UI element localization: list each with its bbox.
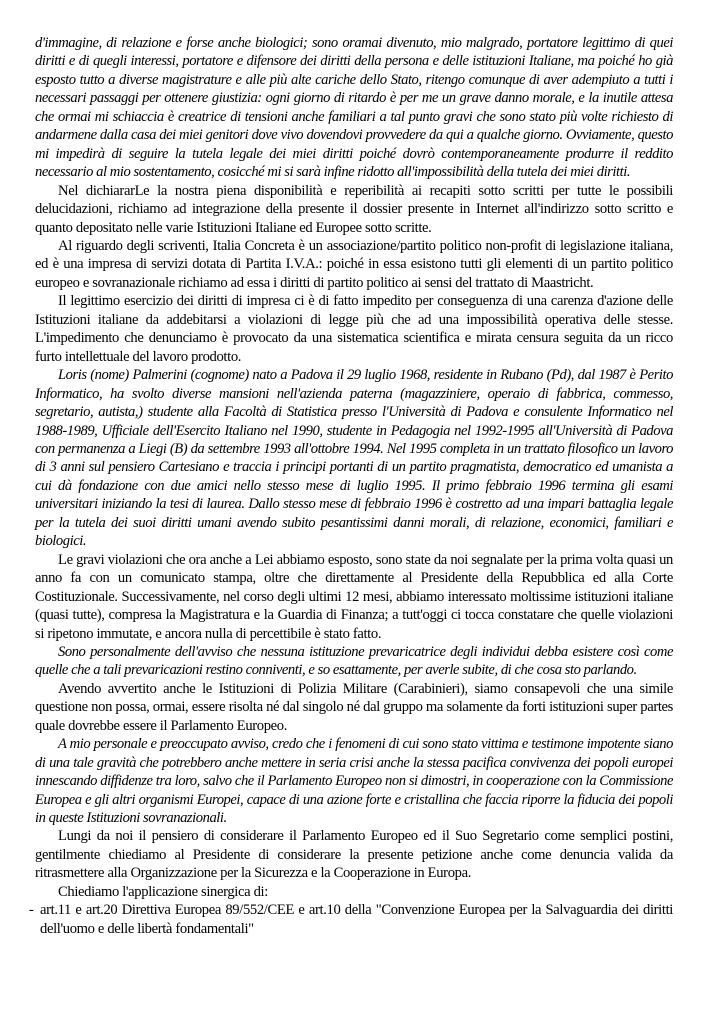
paragraph-personal-opinion: Sono personalmente dell'avviso che nessuna istituzione prevaricatrice degli individui debba esistere così come quelle che a tali prevaricazioni restino conniventi, e so esattamente, per averle subite, di che cosa sto parlando. <box>35 643 673 679</box>
list-bullet: - <box>29 902 34 919</box>
paragraph-violations: Le gravi violazioni che ora anche a Lei abbiamo esposto, sono state da noi segnalate per la prima volta quasi un anno fa con un comunicato stampa, oltre che direttamente al Presidente della Repubblica ed alla Corte Costituzionale. Successivamente, nel corso degli ultimi 12 mesi, abbiamo interessato moltissime istituzioni italiane (quasi tutte), compresa la Magistratura e la Guardia di Finanza; a tutt'oggi ci tocca constatare che quelle violazioni si ripetono immutate, e ancora nulla di percettibile è stato fatto. <box>35 551 673 642</box>
paragraph-biography: Loris (nome) Palmerini (cognome) nato a Padova il 29 luglio 1968, residente in Rubano (Pd), dal 1987 è Perito Informatico, ha svolto diverse mansioni nell'azienda paterna (magazziniere, operaio di fabbrica, commesso, segretario, autista,) studente alla Facoltà di Statistica presso l'Università di Padova e consulente Informatico nel 1988-1989, Ufficiale dell'Esercito Italiano nel 1990, studente in Pedagogia nel 1992-1995 all'Università di Padova con permanenza a Liegi (B) da settembre 1993 all'ottobre 1994. Nel 1995 completa in un trattato filosofico un lavoro di 3 anni sul pensiero Cartesiano e traccia i principi portanti di un partito pragmatista, democratico ed umanista a cui dà fondazione con due amici nello stesso mese di luglio 1995. Il primo febbraio 1996 termina gli esami universitari iniziando la tesi di laurea. Dallo stesso mese di febbraio 1996 è costretto ad una impari battaglia legale per la tutela dei suoi diritti umani avendo subito pesantissimi danni morali, di relazione, economici, familiari e biologici. <box>35 367 673 550</box>
paragraph-business-rights: Il legittimo esercizio dei diritti di impresa ci è di fatto impedito per conseguenza di una carenza d'azione delle Istituzioni italiane da addebitarsi a violazioni di legge più che ad una impossibilità operativa delle stesse. L'impedimento che denunciamo è provocato da una sistematica scientifica e mirata censura seguita da un ricco furto intellettuale del lavoro prodotto. <box>35 293 673 365</box>
paragraph-application-request: Chiediamo l'applicazione sinergica di: <box>58 883 268 900</box>
paragraph-italia-concreta: Al riguardo degli scriventi, Italia Concreta è un associazione/partito politico non-profit di legislazione italiana, ed è una impresa di servizi dotata di Partita I.V.A.: poiché in essa esistono tutti gli elementi di un partito politico europeo e sovranazionale richiamo ad essa i diritti di partito politico ai sensi del trattato di Maastricht. <box>35 237 673 291</box>
paragraph-availability: Nel dichiararLe la nostra piena disponibilità e reperibilità ai recapiti sotto scritti per tutte le possibili delucidazioni, richiamo ad integrazione della presente il dossier presente in Internet all'indirizzo sotto scritto e quanto depositato nelle varie Istituzioni Italiane ed Europee sotto scritte. <box>35 182 673 236</box>
list-item <box>29 901 673 938</box>
document-page <box>29 34 673 938</box>
paragraph-petition-request: Lungi da noi il pensiero di considerare il Parlamento Europeo ed il Suo Segretario come semplici postini, gentilmente chiediamo al Presidente di considerare la presente petizione anche come denuncia valida da ritrasmettere alla Organizzazione per la Sicurezza e la Cooperazione in Europa. <box>35 828 673 882</box>
paragraph-military-police: Avendo avvertito anche le Istituzioni di Polizia Militare (Carabinieri), siamo consapevoli che una simile questione non possa, ormai, essere risolta né dal singolo né dal gruppo ma solamente da forti istituzioni super partes quale dovrebbe essere il Parlamento Europeo. <box>35 680 673 734</box>
list-item-text: art.11 e art.20 Direttiva Europea 89/552/CEE e art.10 della "Convenzione Europea per la Salvaguardia dei diritti dell'uomo e delle libertà fondamentali" <box>40 902 673 937</box>
paragraph-rights-holder: d'immagine, di relazione e forse anche biologici; sono oramai divenuto, mio malgrado, portatore legittimo di quei diritti e di quegli interessi, portatore e difensore dei diritti della persona e delle istituzioni Italiane, ma poiché ho già esposto tutto a diverse magistrature e alle più alte cariche dello Stato, ritengo comunque di aver adempiuto a tutti i necessari passaggi per ottenere giustizia: ogni giorno di ritardo è per me un grave danno morale, e la inutile attesa che ormai mi schiaccia è creatrice di tensioni anche familiari a tal punto gravi che sono stato più volte richiesto di andarmene dalla casa dei miei genitori dove vivo dovendovi provvedere da qui a qualche giorno. Ovviamente, questo mi impedirà di seguire la tutela legale dei miei diritti poiché dovrò contemporaneamente produrre il reddito necessario al mio sostentamento, cosicché mi si sarà infine ridotto all'impossibilità della tutela dei miei diritti. <box>35 35 673 181</box>
legal-references-list <box>29 901 673 938</box>
paragraph-concern: A mio personale e preoccupato avviso, credo che i fenomeni di cui sono stato vittima e testimone impotente siano di una tale gravità che potrebbero anche mettere in seria crisi anche la stessa pacifica convivenza dei popoli europei innescando diffidenze tra loro, salvo che il Parlamento Europeo non si dimostri, in cooperazione con la Commissione Europea e gli altri organismi Europei, capace di una azione forte e cristallina che faccia riporre la fiducia dei popoli in queste Istituzioni sovranazionali. <box>35 736 673 827</box>
